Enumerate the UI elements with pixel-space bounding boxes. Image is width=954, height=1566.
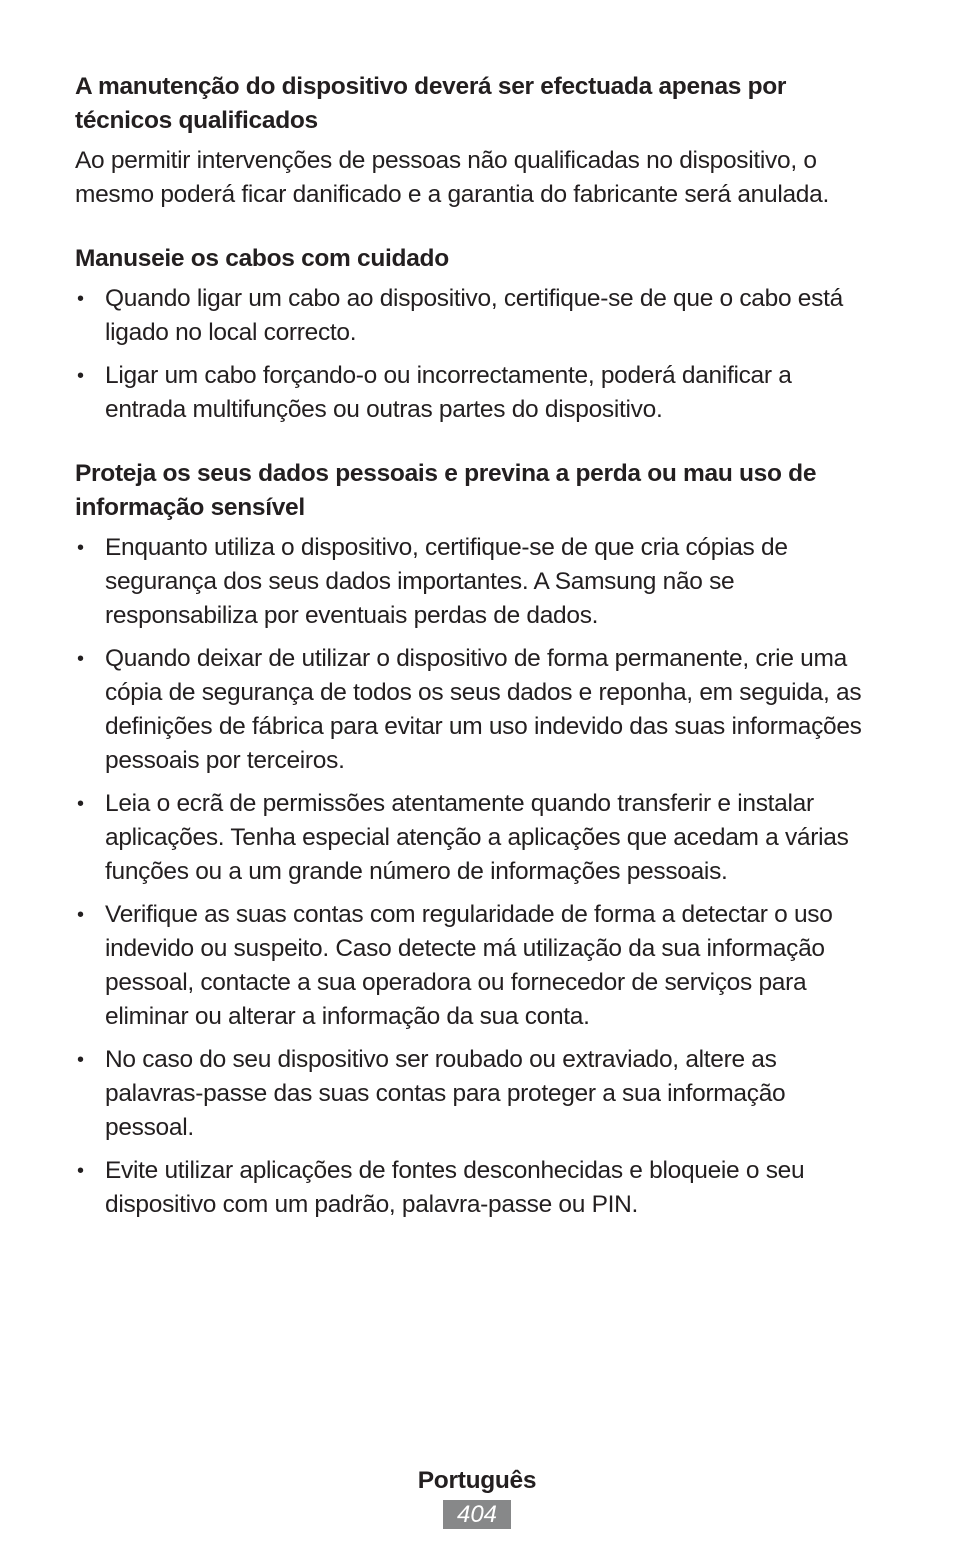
bullet-icon: • [77,537,84,559]
page-body [75,70,875,1252]
list-item-text: Quando deixar de utilizar o dispositivo de forma permanente, crie uma cópia de segurança de todos os seus dados e reponha, em seguida, as definições de fábrica para evitar um uso indevido das suas informações pessoais por terceiros. [105,645,862,774]
section-personal-data [75,457,875,1222]
list-item-text: Ligar um cabo forçando-o ou incorrectamente, poderá danificar a entrada multifunções ou outras partes do dispositivo. [105,362,792,423]
list-item-text: Verifique as suas contas com regularidade de forma a detectar o uso indevido ou suspeito. Caso detecte má utilização da sua informação pessoal, contacte a sua operadora ou fornecedor de serviços para eliminar ou alterar a informação da sua conta. [105,901,833,1030]
list-item [75,787,875,889]
list-item [75,282,875,350]
list-item-text: Quando ligar um cabo ao dispositivo, certifique-se de que o cabo está ligado no local correcto. [105,285,843,346]
section-paragraph: Ao permitir intervenções de pessoas não qualificadas no dispositivo, o mesmo poderá ficar danificado e a garantia do fabricante será anulada. [75,147,829,208]
bullet-icon: • [77,904,84,926]
section-heading: A manutenção do dispositivo deverá ser efectuada apenas por técnicos qualificados [75,73,787,134]
bullet-icon: • [77,288,84,310]
list-item [75,642,875,778]
footer-language: Português [417,1467,537,1494]
list-item [75,531,875,633]
bullet-icon: • [77,793,84,815]
bullet-list [75,531,875,1222]
bullet-icon: • [77,1160,84,1182]
bullet-icon: • [77,365,84,387]
list-item [75,359,875,427]
section-maintenance [75,70,875,212]
list-item [75,1154,875,1222]
list-item [75,1043,875,1145]
list-item-text: No caso do seu dispositivo ser roubado ou extraviado, altere as palavras-passe das suas contas para proteger a sua informação pessoal. [105,1046,786,1141]
bullet-icon: • [77,648,84,670]
section-heading: Manuseie os cabos com cuidado [75,245,449,272]
list-item-text: Leia o ecrã de permissões atentamente quando transferir e instalar aplicações. Tenha especial atenção a aplicações que acedam a várias funções ou a um grande número de informações pessoais. [105,790,849,885]
list-item-text: Evite utilizar aplicações de fontes desconhecidas e bloqueie o seu dispositivo com um padrão, palavra-passe ou PIN. [105,1157,805,1218]
bullet-list [75,282,875,427]
list-item [75,898,875,1034]
section-cables [75,242,875,427]
bullet-icon: • [77,1049,84,1071]
section-heading: Proteja os seus dados pessoais e previna a perda ou mau uso de informação sensível [75,460,817,521]
page-footer [0,1464,954,1529]
list-item-text: Enquanto utiliza o dispositivo, certifique-se de que cria cópias de segurança dos seus dados importantes. A Samsung não se responsabiliza por eventuais perdas de dados. [105,534,788,629]
page-number: 404 [443,1500,511,1529]
